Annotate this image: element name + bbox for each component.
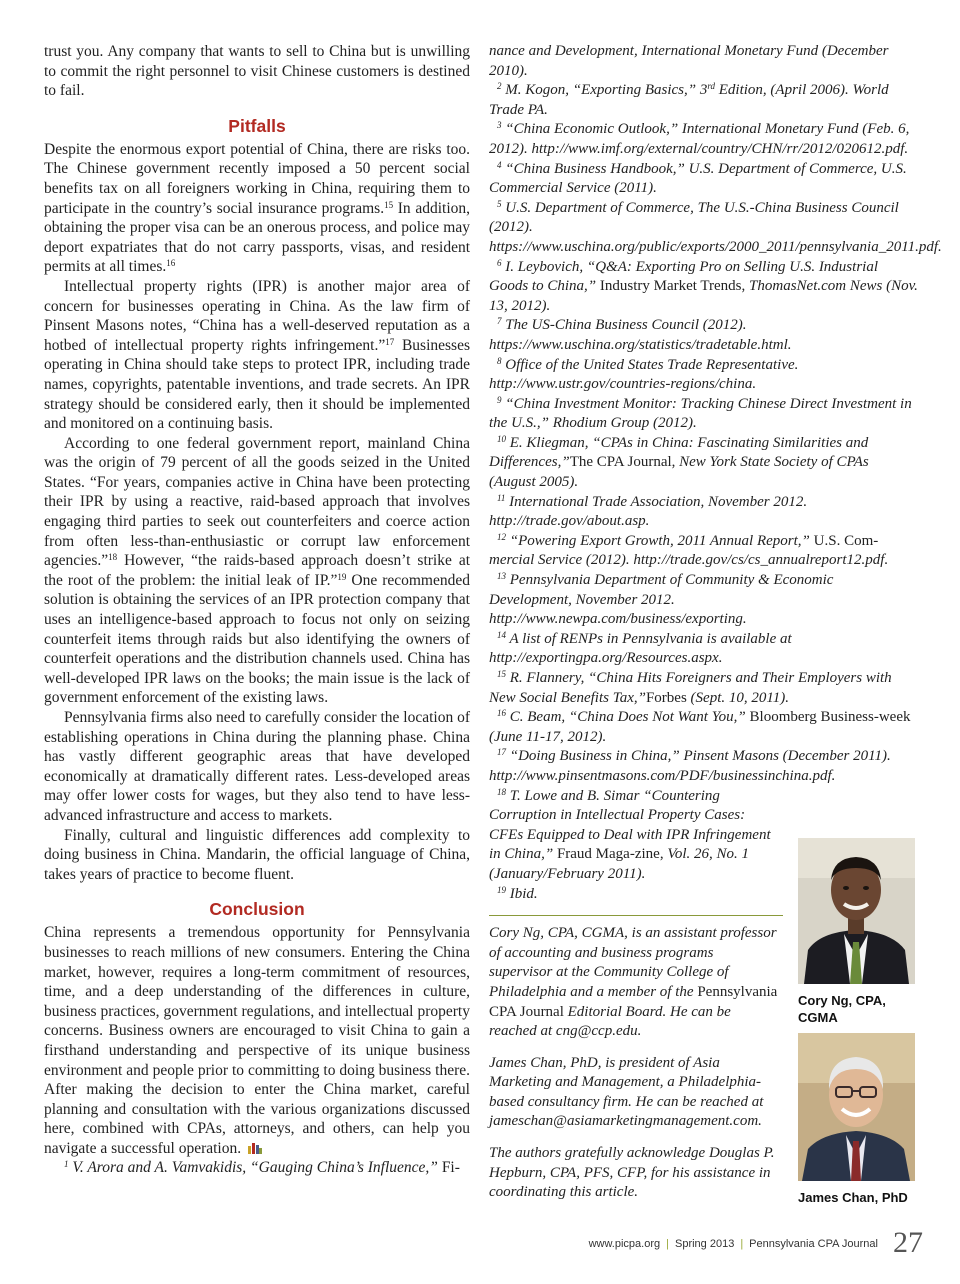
footnote-15	[489, 669, 919, 708]
author-photo-chan	[798, 1033, 915, 1181]
footnote-9	[489, 395, 919, 434]
pitfalls-paragraph-1	[44, 140, 470, 277]
footnote-number: 19	[497, 884, 506, 895]
footnote-number: 1	[64, 1159, 69, 1170]
text: “China Investment Monitor: Tracking Chinese Direct Investment in the U.S.,” Rhodium Group (2012).	[489, 395, 912, 432]
footer-website: www.picpa.org	[588, 1238, 661, 1250]
footnote-12	[489, 532, 919, 571]
text: Businesses operating in China should take steps to protect IPR, including trade names, copyrights, patentable inventions, and trade secrets. An IPR strategy should be considered early, then it should be implemented and monitored on a continuing basis.	[44, 336, 470, 433]
text: Industry Market Trends,	[596, 278, 750, 295]
footnote-number: 9	[497, 394, 502, 405]
text: Cory Ng, CPA, CGMA, is an assistant professor of accounting and business programs supervisor at the Community College of Philadelphia and a member of the	[489, 925, 777, 1000]
text: U.S. Com-	[809, 532, 879, 549]
text: I. Leybovich, “Q&A: Exporting Pro on Selling U.S. Industrial Goods to China,”	[489, 258, 878, 295]
text: Edition, (April 2006). World Trade PA.	[489, 82, 889, 118]
text: One recommended solution is obtaining the services of an IPR protection company that uses an intelligence-based approach to focus not only on seizing counterfeit items through raids but also identifying the owners of counterfeit operations and the distribution channels used. China has well-developed IPR laws on the books; the main issue is the lack of government enforcement of the existing laws.	[44, 571, 470, 707]
page-number: 27	[893, 1226, 923, 1259]
footnote-8	[489, 356, 919, 395]
author-bio-ng	[489, 924, 779, 1042]
footnote-number: 4	[497, 159, 502, 170]
footnote-ref: 17	[385, 336, 395, 347]
pitfalls-paragraph-3	[44, 434, 470, 708]
footnote-7	[489, 316, 919, 355]
text: A list of RENPs in Pennsylvania is available at http://exportingpa.org/Resources.aspx.	[489, 630, 792, 667]
footnote-10	[489, 434, 919, 493]
footnote-14	[489, 630, 919, 669]
footnote-number: 6	[497, 257, 502, 268]
text: “China Business Handbook,” U.S. Department of Commerce, U.S. Commercial Service (2011).	[489, 160, 907, 197]
footnote-17	[489, 747, 919, 786]
footnote-2	[489, 81, 919, 120]
text: However, “the raids-based approach doesn’t strike at the root of the problem: the initial leak of IP.”	[44, 552, 470, 589]
text: Bloomberg Business-week	[745, 709, 911, 726]
text: The CPA Journal,	[569, 454, 676, 471]
author-photo-ng	[798, 838, 915, 984]
footnote-number: 5	[497, 198, 502, 209]
footnote-number: 12	[497, 531, 506, 542]
page-footer: www.picpa.org | Spring 2013 | Pennsylvania CPA Journal	[588, 1238, 878, 1250]
text: (June 11-17, 2012).	[489, 728, 607, 745]
text: Fi-	[437, 1159, 460, 1177]
footnote-1-continued: nance and Development, International Monetary Fund (December 2010).	[489, 43, 889, 79]
text: Vol. 26, No. 1 (January/February 2011).	[489, 846, 750, 882]
footer-journal: Pennsylvania CPA Journal	[749, 1238, 878, 1250]
text: International Trade Association, November 2012. http://trade.gov/about.asp.	[489, 493, 808, 530]
text: M. Kogon, “Exporting Basics,” 3	[501, 82, 708, 99]
text: Fraud Maga-zine,	[553, 846, 664, 863]
pitfalls-heading: Pitfalls	[228, 115, 286, 136]
text: The US-China Business Council (2012). https://www.uschina.org/statistics/tradetable.html.	[489, 317, 792, 353]
caption-chan: James Chan, PhD	[798, 1190, 908, 1205]
footnote-number: 15	[497, 669, 506, 679]
text: “Doing Business in China,” Pinsent Masons (December 2011). http://www.pinsentmasons.com/PDF/businessinchina.pdf.	[489, 748, 891, 784]
text: V. Arora and A. Vamvakidis, “Gauging China’s Influence,”	[68, 1159, 438, 1177]
footnote-4	[489, 160, 919, 199]
text: According to one federal government report, mainland China was the origin of 79 percent of all the goods seized in the United States. “For years, companies active in China have been protecting their IPR by using a reactive, raid-based approach that involves engaging third parties to seek out counterfeiters and coerce action from often less-than-enthusiastic or corrupt law enforcement agencies.”	[44, 434, 470, 570]
superscript: rd	[707, 81, 716, 92]
footnote-number: 3	[497, 120, 502, 131]
text: New York State Society of CPAs (August 2005).	[489, 454, 869, 491]
conclusion-heading: Conclusion	[209, 899, 305, 920]
conclusion-paragraph	[44, 923, 470, 1158]
footnote-3	[489, 120, 919, 159]
text: “China Economic Outlook,” International Monetary Fund (Feb. 6, 2012). http://www.imf.org/external/country/CHN/rr/2012/020612.pdf.	[489, 121, 910, 157]
text: R. Flannery, “China Hits Foreigners and Their Employers with New Social Benefits Tax,”	[489, 670, 892, 706]
text: E. Kliegman, “CPAs in China: Fascinating Similarities and Differences,”	[489, 434, 869, 471]
caption-ng: Cory Ng, CPA, CGMA	[798, 993, 886, 1025]
footnote-19	[489, 885, 779, 905]
footnote-number: 8	[497, 355, 502, 366]
pitfalls-paragraph-5: Finally, cultural and linguistic differences add complexity to doing business in China. Mandarin, the official language of China, takes years of practice to become fluent.	[44, 826, 470, 883]
footnote-ref: 16	[166, 258, 176, 269]
text: Office of the United States Trade Representative. http://www.ustr.gov/countries-regions/china.	[489, 356, 799, 393]
pitfalls-paragraph-4: Pennsylvania firms also need to carefully consider the location of establishing operations in China during the planning phase. China has vastly different geographic areas that have developed economically at dramatically different rates. Less-developed areas may offer lower costs for wages, but they also tend to have less-advanced infrastructure and access to markets.	[44, 709, 470, 824]
footnote-number: 14	[497, 629, 506, 640]
portrait-icon	[798, 838, 915, 984]
footnote-number: 13	[497, 571, 506, 582]
footnote-number: 11	[497, 492, 506, 503]
pitfalls-paragraph-2	[44, 277, 470, 434]
footnote-1	[44, 1158, 470, 1178]
footnote-number: 7	[497, 316, 502, 327]
text: Pennsylvania CPA Journal	[489, 983, 778, 1020]
text: T. Lowe and B. Simar “Countering Corruption in Intellectual Property Cases: CFEs Equipped to Deal with IPR Infringement in China,”	[489, 787, 771, 863]
footnote-18	[489, 787, 779, 885]
end-mark-icon	[247, 1141, 263, 1155]
text: mercial Service (2012). http://trade.gov/cs/cs_annualreport12.pdf.	[489, 552, 889, 569]
text: (Sept. 10, 2011).	[686, 689, 789, 706]
bio-divider	[489, 915, 783, 916]
footnote-number: 17	[497, 747, 506, 758]
text: In addition, obtaining the proper visa can be an onerous process, and police may deport expatriates that do not carry passports, visas, and resident permits at all times.	[44, 199, 471, 276]
text: Editorial Board. He can be reached at cng@ccp.edu.	[489, 1003, 731, 1040]
footnote-number: 10	[497, 433, 506, 444]
acknowledgment: The authors gratefully acknowledge Douglas P. Hepburn, CPA, PFS, CFP, for his assistance in coordinating this article.	[489, 1145, 775, 1201]
footnotes-column	[489, 42, 942, 1203]
author-bio-chan: James Chan, PhD, is president of Asia Marketing and Management, a Philadelphia-based consultancy firm. He can be reached at jameschan@asiamarketingmanagement.com.	[489, 1054, 764, 1130]
footnote-ref: 15	[384, 199, 394, 210]
footnote-6	[489, 258, 919, 317]
footnote-ref: 19	[337, 571, 347, 582]
footnote-16	[489, 708, 919, 747]
footnote-5	[489, 198, 942, 258]
text: China represents a tremendous opportunity for Pennsylvania businesses to reach millions of new consumers. Entering the China market, however, requires a long-term commitment of resources, time, and a deep understanding of the differences in culture, business practices, government regulations, and intellectual property concerns. Business owners are encouraged to visit China to gain a firsthand understanding and perspective of its unique business environment and people prior to committing to doing business there. After making the decision to enter the China market, careful planning and consultation with the various organizations discussed here, combined with CPAs, attorneys, and others, can help you navigate a successful operation.	[44, 924, 470, 1157]
text: U.S. Department of Commerce, The U.S.-China Business Council (2012). https://www.uschina.org/public/exports/2000_2011/pennsylvania_2011.pdf.	[489, 199, 942, 255]
text: Ibid.	[506, 885, 538, 902]
footnote-number: 2	[497, 81, 502, 92]
intro-paragraph: trust you. Any company that wants to sell to China but is unwilling to commit the right personnel to visit Chinese customers is destined to fail.	[44, 43, 470, 100]
portrait-icon	[798, 1033, 915, 1181]
footer-issue: Spring 2013	[674, 1238, 735, 1250]
footnote-ref: 18	[108, 552, 118, 563]
footnote-11	[489, 493, 919, 532]
text: Intellectual property rights (IPR) is another major area of concern for businesses operating in China. As the law firm of Pinsent Masons notes, “China has a well-deserved reputation as a hotbed of intellectual property rights infringement.”	[44, 277, 470, 354]
footnote-13	[489, 571, 919, 630]
text: C. Beam, “China Does Not Want You,”	[506, 709, 746, 726]
footnote-number: 16	[497, 708, 506, 719]
text: ThomasNet.com News (Nov. 13, 2012).	[489, 278, 918, 314]
footnote-number: 18	[497, 786, 506, 797]
text: Forbes	[645, 689, 687, 706]
text: “Powering Export Growth, 2011 Annual Report,”	[506, 532, 810, 549]
text: Despite the enormous export potential of China, there are risks too. The Chinese government recently imposed a 50 percent social benefits tax on all foreigners working in China, requiring them to participate in the country’s social insurance programs.	[44, 140, 470, 217]
left-column	[44, 42, 470, 1178]
text: Pennsylvania Department of Community & Economic Development, November 2012. http://www.newpa.com/business/exporting.	[489, 572, 834, 628]
